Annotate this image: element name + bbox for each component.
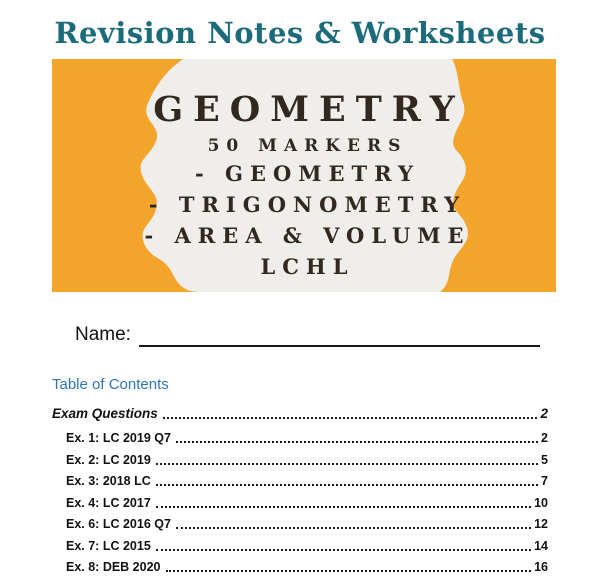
- toc-entry-page: 5: [541, 452, 548, 467]
- toc-entry-label: Ex. 4: LC 2017: [66, 495, 151, 510]
- page-title: Revision Notes & Worksheets: [54, 16, 546, 50]
- name-field-row: [75, 323, 540, 347]
- banner-topic-geometry: - GEOMETRY: [195, 160, 420, 186]
- toc-entry-label: Ex. 1: LC 2019 Q7: [66, 431, 171, 445]
- toc-leader-dots: [176, 527, 531, 529]
- toc-entry-page: 7: [541, 474, 548, 488]
- banner-text-block: [52, 59, 556, 292]
- banner-heading: GEOMETRY: [153, 89, 465, 130]
- toc-leader-dots: [156, 484, 538, 486]
- toc-entry-page: 12: [534, 517, 548, 531]
- banner-subheading: 50 MARKERS: [207, 135, 408, 156]
- toc-leader-dots: [156, 463, 538, 465]
- toc-leader-dots: [156, 506, 531, 508]
- toc-entry[interactable]: [52, 453, 548, 467]
- toc-entry-page: 2: [540, 406, 548, 421]
- cover-banner: [52, 59, 556, 292]
- toc-entry[interactable]: [52, 560, 548, 574]
- banner-topic-area-volume: - AREA & VOLUME: [144, 223, 471, 248]
- toc-entry[interactable]: [52, 539, 548, 553]
- name-label: Name:: [75, 324, 131, 345]
- toc-entry-label: Ex. 3: 2018 LC: [66, 474, 151, 488]
- toc-entry[interactable]: [52, 517, 548, 531]
- toc-entry-label: Ex. 8: DEB 2020: [66, 560, 161, 574]
- toc-leader-dots: [176, 441, 538, 443]
- toc-entry[interactable]: [52, 496, 548, 510]
- toc-entry-label: Ex. 2: LC 2019: [66, 452, 151, 467]
- toc-entry[interactable]: [52, 406, 548, 421]
- toc-entry[interactable]: [52, 474, 548, 488]
- toc-leader-dots: [163, 417, 538, 419]
- toc-leader-dots: [166, 570, 532, 572]
- toc-entry-label: Ex. 7: LC 2015: [66, 538, 151, 553]
- toc-entry-page: 16: [534, 560, 548, 574]
- name-blank-line[interactable]: [139, 323, 540, 347]
- toc-entry-page: 14: [534, 538, 548, 553]
- toc-heading: Table of Contents: [52, 376, 169, 393]
- toc-entry-page: 2: [541, 431, 548, 445]
- toc-entry-label: Ex. 6: LC 2016 Q7: [66, 517, 171, 531]
- banner-topic-trigonometry: - TRIGONOMETRY: [148, 191, 467, 217]
- toc-entry-page: 10: [534, 495, 548, 510]
- toc-entry-label: Exam Questions: [52, 406, 158, 421]
- banner-level-lchl: LCHL: [260, 254, 355, 280]
- toc-leader-dots: [156, 549, 531, 551]
- toc-entry[interactable]: [52, 431, 548, 445]
- toc-list: [52, 406, 548, 574]
